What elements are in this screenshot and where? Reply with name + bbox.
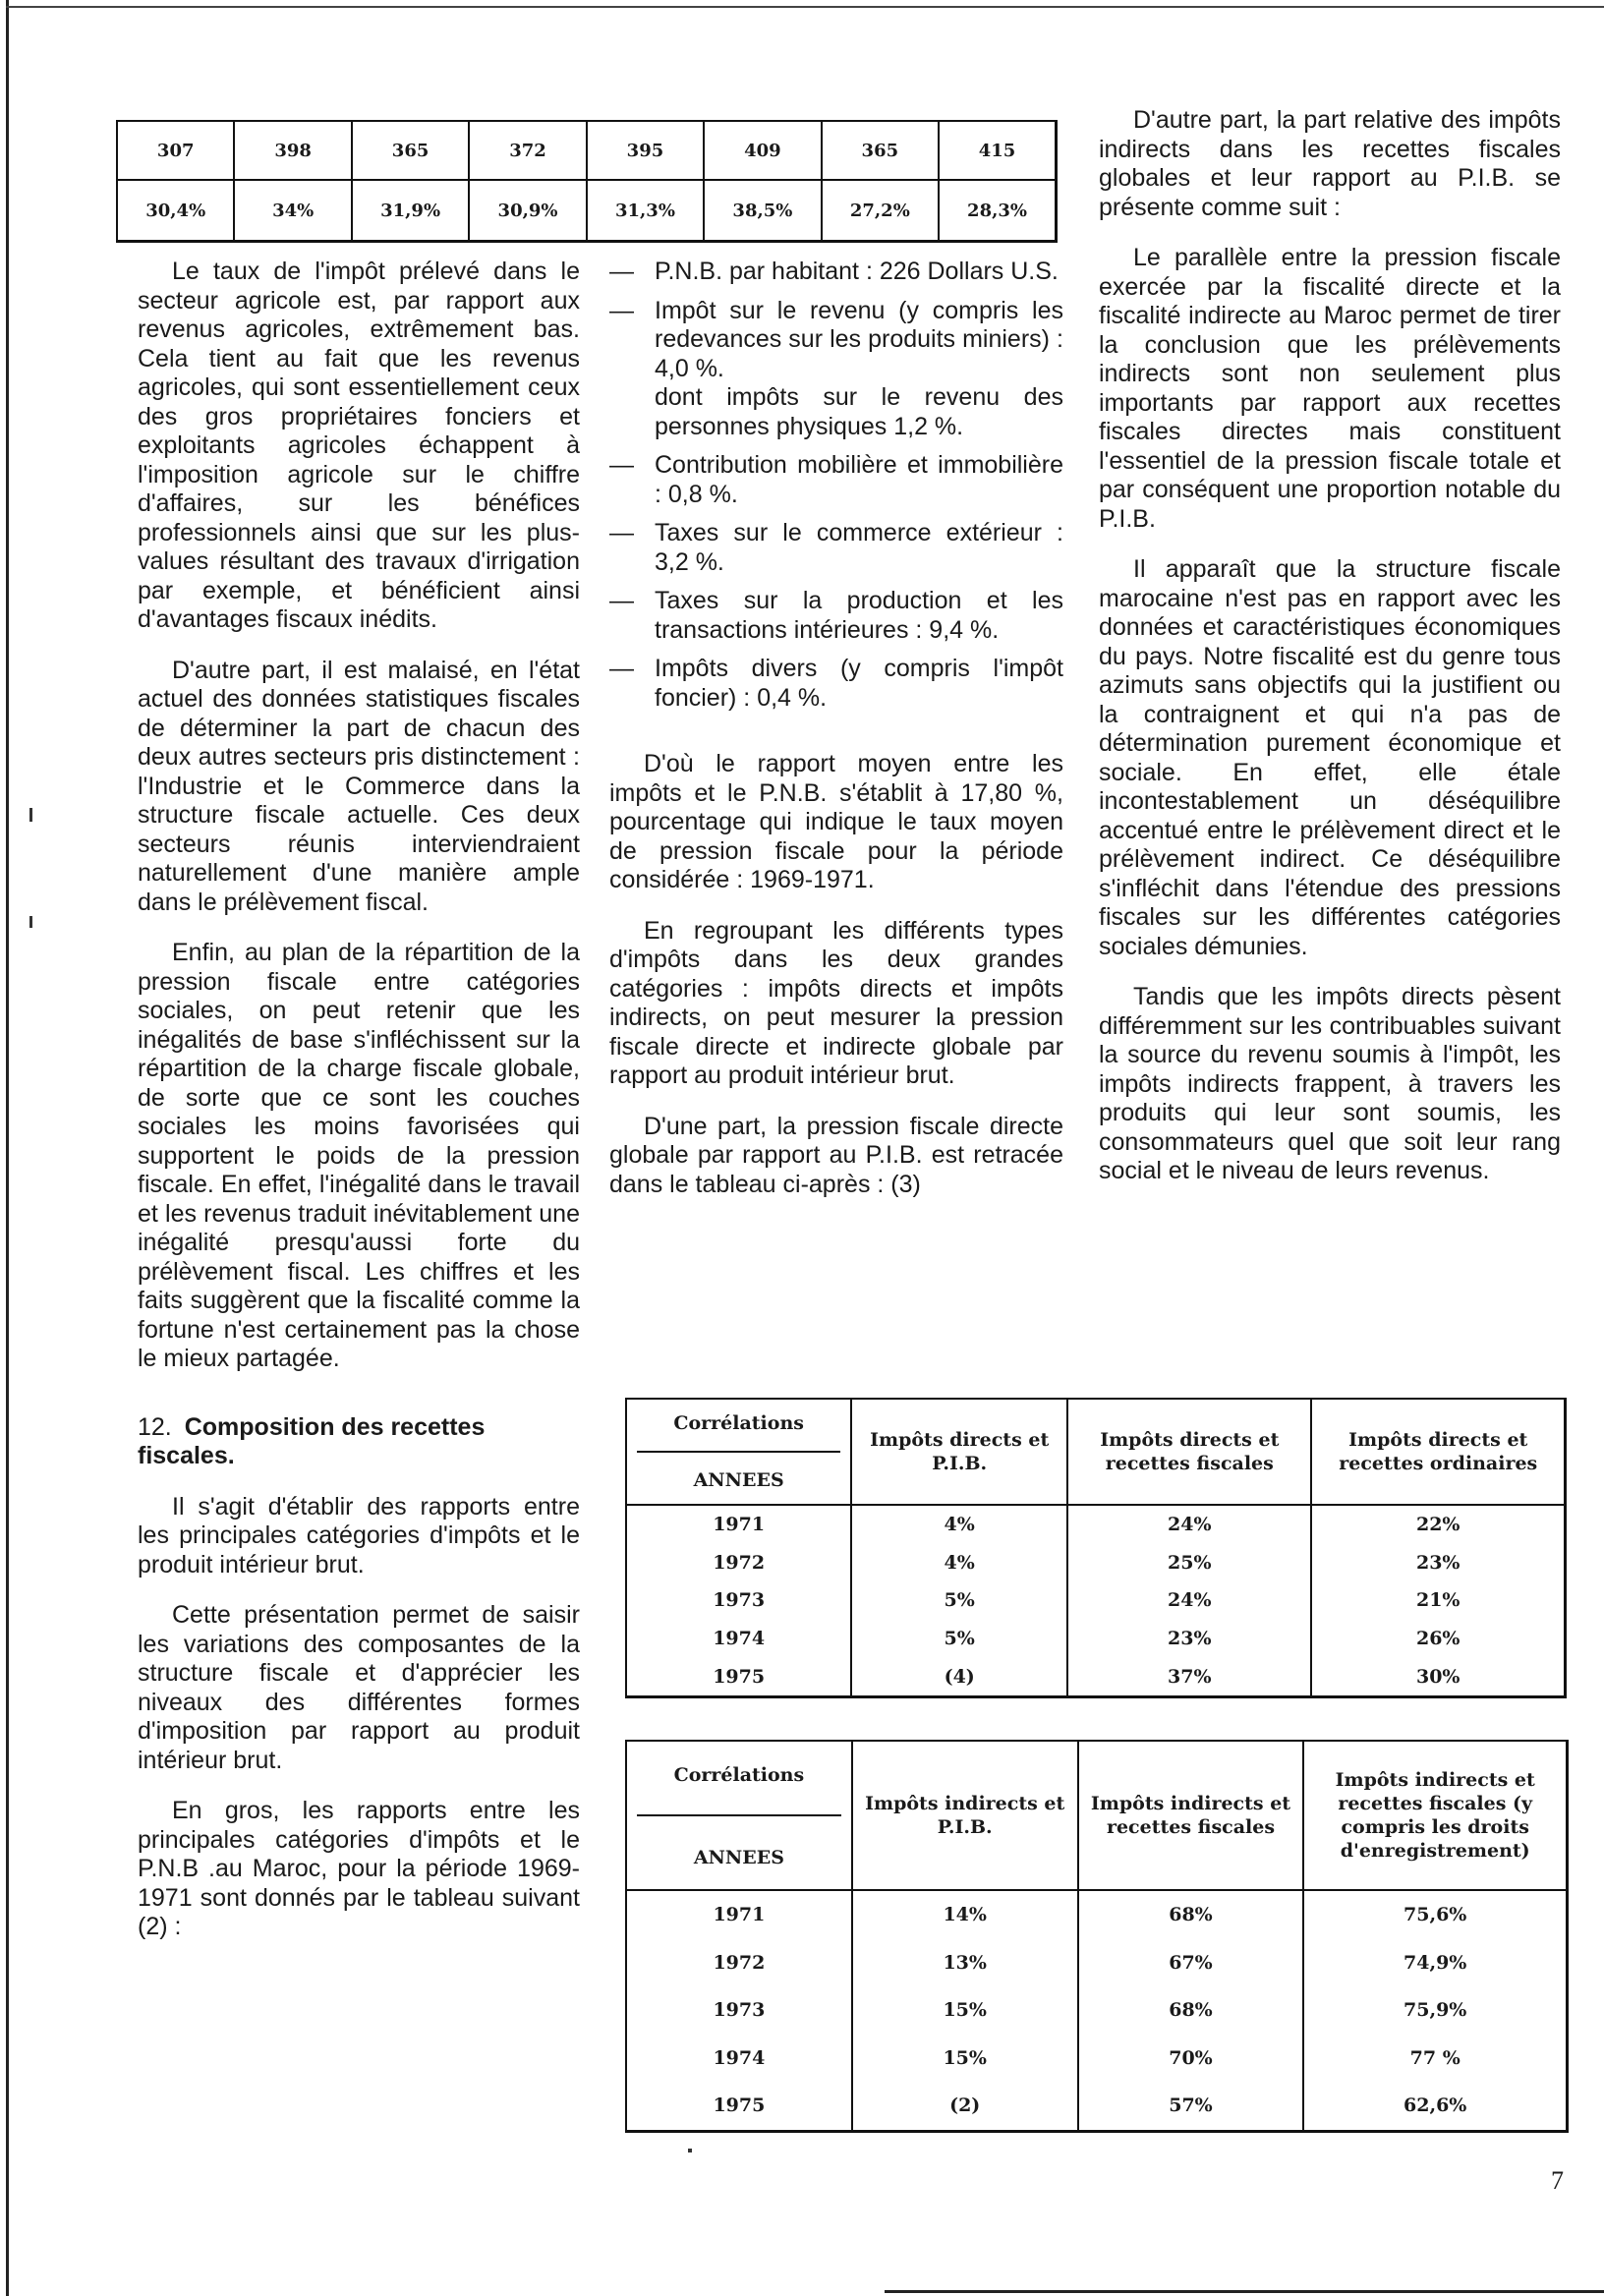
table-cell: 62,6%: [1303, 2082, 1567, 2132]
table-cell: 409: [704, 121, 821, 180]
year-cell: 1974: [713, 1627, 766, 1649]
table-row: [626, 1544, 1566, 1582]
table-cell: 75,9%: [1303, 1986, 1567, 2034]
table-cell: 74,9%: [1303, 1939, 1567, 1986]
list-item: [609, 519, 1063, 577]
corner-header: [626, 1399, 851, 1505]
year-cell: 1972: [713, 1951, 766, 1974]
paragraph: En gros, les rapports entre les principales catégories d'impôts et le P.N.B .au Maroc, pour la période 1969-1971 sont donnés par le tableau suivant (2) :: [138, 1797, 580, 1940]
column-middle: [609, 258, 1063, 1221]
table-cell: 365: [352, 121, 469, 180]
table-cell: 30,9%: [469, 180, 586, 242]
paragraph: D'autre part, il est malaisé, en l'état actuel des données statistiques fiscales de déterminer la part de chacun des deux autres secteurs pris distinctement : l'Industrie et le Commerce dans la structure fiscale actuelle. Ces deux secteurs réunis interviendraient naturellement d'une manière ample dans le prélèvement fiscal.: [138, 656, 580, 916]
list-item-text: Taxes sur la production et les transactions intérieures : 9,4 %.: [655, 587, 1063, 644]
list-item-text: Contribution mobilière et immobilière : 0,8 %.: [655, 451, 1063, 508]
page-number: 7: [1551, 2166, 1564, 2195]
table-cell: 5%: [851, 1620, 1067, 1658]
paragraph: Il apparaît que la structure fiscale marocaine n'est pas en rapport avec les données et caractéristiques économiques du pays. Notre fiscalité est du genre tous azimuts sans objectifs qui la justifient ou la contraignent et qui n'a pas de détermination purement économique et sociale. En effet, elle étale incontestablement un déséquilibre accentué entre le prélèvement direct et le prélèvement indirect. Ce déséquilibre s'infléchit dans l'étendue des pressions fiscales sur les différentes catégories sociales démunies.: [1099, 555, 1561, 960]
column-right: [1099, 106, 1561, 1208]
table-cell: 398: [234, 121, 351, 180]
table-cell: 31,9%: [352, 180, 469, 242]
table-cell: 70%: [1078, 2035, 1304, 2082]
section-number: 12.: [138, 1412, 172, 1441]
list-item-text: Impôts divers (y compris l'impôt foncier) : 0,4 %.: [655, 655, 1063, 712]
table-cell: 5%: [851, 1581, 1067, 1620]
table-cell: 68%: [1078, 1986, 1304, 2034]
table-row: [626, 1581, 1566, 1620]
table-row: [117, 121, 1057, 180]
paragraph: Il s'agit d'établir des rapports entre les principales catégories d'impôts et le produit intérieur brut.: [138, 1492, 580, 1578]
scan-mark: [29, 916, 32, 928]
table-cell: 30,4%: [117, 180, 234, 242]
table-cell: 68%: [1078, 1890, 1304, 1939]
list-item-subtext: dont impôts sur le revenu des personnes physiques 1,2 %.: [655, 383, 1063, 440]
page-border-left: [6, 0, 9, 2296]
table-row: [117, 180, 1057, 242]
year-cell: 1971: [713, 1514, 766, 1536]
list-item: [609, 451, 1063, 509]
table-cell: 21%: [1311, 1581, 1565, 1620]
paragraph: D'une part, la pression fiscale directe globale par rapport au P.I.B. est retracée dans le tableau ci-après : (3): [609, 1112, 1063, 1198]
table-row: [626, 1986, 1568, 2034]
paragraph: En regroupant les différents types d'impôts dans les deux grandes catégories : impôts directs et impôts indirects, on peut mesurer la pression fiscale directe et indirecte globale par rapport au produit intérieur brut.: [609, 916, 1063, 1089]
column-header: Impôts directs et P.I.B.: [851, 1399, 1067, 1505]
table-cell: 14%: [852, 1890, 1078, 1939]
table-cell: 365: [822, 121, 939, 180]
paragraph: D'autre part, la part relative des impôts indirects dans les recettes fiscales globales et leur rapport au P.I.B. se présente comme suit :: [1099, 106, 1561, 221]
paragraph: Tandis que les impôts directs pèsent différemment sur les contribuables suivant la source du revenu soumis à l'impôt, les impôts indirects frappent, à travers les produits qui leur sont soumis, les consommateurs quel que soit leur rang social et le niveau de leurs revenus.: [1099, 983, 1561, 1184]
table-cell: 23%: [1067, 1620, 1311, 1658]
list-item-text: P.N.B. par habitant : 226 Dollars U.S.: [655, 258, 1059, 285]
tax-list: [609, 258, 1063, 713]
table-cell: 372: [469, 121, 586, 180]
table-header-row: [626, 1741, 1568, 1890]
year-cell: 1974: [713, 2046, 766, 2069]
section-title: Composition des recettes fiscales.: [138, 1412, 486, 1469]
table-cell: 13%: [852, 1939, 1078, 1986]
table-cell: 37%: [1067, 1657, 1311, 1696]
table-cell: 24%: [1067, 1505, 1311, 1544]
page-bottom-rule: [885, 2290, 1604, 2293]
table-cell: 28,3%: [939, 180, 1056, 242]
table-cell: 31,3%: [587, 180, 704, 242]
table-header-row: [626, 1399, 1566, 1505]
paragraph: D'où le rapport moyen entre les impôts et le P.N.B. s'établit à 17,80 %, pourcentage qui indique le taux moyen de pression fiscale pour la période considérée : 1969-1971.: [609, 750, 1063, 893]
table-cell: 395: [587, 121, 704, 180]
table-cell: 15%: [852, 1986, 1078, 2034]
section-heading: [138, 1413, 580, 1471]
year-cell: 1975: [713, 2095, 766, 2117]
column-header: Impôts directs et recettes ordinaires: [1311, 1399, 1565, 1505]
corner-header-top: Corrélations: [637, 1742, 841, 1816]
table-cell: 22%: [1311, 1505, 1565, 1544]
table-cell: 15%: [852, 2035, 1078, 2082]
list-item-text: Impôt sur le revenu (y compris les redevances sur les produits miniers) : 4,0 %.: [655, 296, 1063, 382]
table-cell: 25%: [1067, 1544, 1311, 1582]
list-item: [609, 297, 1063, 442]
list-item: [609, 258, 1063, 287]
paragraph: Enfin, au plan de la répartition de la pression fiscale entre catégories sociales, on peut retenir que les inégalités de base s'infléchissent sur la répartition de la charge fiscale globale, de sorte que ce sont les couches sociales les moins favorisées qui supportent le poids de la pression fiscale. En effet, l'inégalité dans le travail et les revenus traduit inévitablement une inégalité presqu'aussi forte du prélèvement fiscal. Les chiffres et les faits suggèrent que la fiscalité comme la fortune n'est certainement pas la chose le mieux partagée.: [138, 939, 580, 1372]
table-row: [626, 1657, 1566, 1696]
scan-mark: [688, 2149, 692, 2152]
column-header: Impôts directs et recettes fiscales: [1067, 1399, 1311, 1505]
table-cell: 30%: [1311, 1657, 1565, 1696]
corner-header: [626, 1741, 852, 1890]
table-row: [626, 1620, 1566, 1658]
list-item-text: Taxes sur le commerce extérieur : 3,2 %.: [655, 519, 1063, 576]
year-cell: 1975: [713, 1665, 766, 1688]
column-header: Impôts indirects et recettes fiscales: [1078, 1741, 1304, 1890]
corner-header-bottom: ANNEES: [693, 1847, 784, 1868]
table-cell: 34%: [234, 180, 351, 242]
table-cell: 4%: [851, 1544, 1067, 1582]
table-cell: 57%: [1078, 2082, 1304, 2132]
list-item: [609, 587, 1063, 645]
year-cell: 1973: [713, 1999, 766, 2022]
paragraph: Cette présentation permet de saisir les variations des composantes de la structure fiscale et d'apprécier les niveaux des différentes formes d'imposition par rapport au produit intérieur brut.: [138, 1601, 580, 1774]
direct-taxes-table: [625, 1398, 1567, 1698]
table-cell: 307: [117, 121, 234, 180]
paragraph: Le taux de l'impôt prélevé dans le secteur agricole est, par rapport aux revenus agricoles, extrêmement bas. Cela tient au fait que les revenus agricoles, qui sont essentiellement ceux des gros propriétaires fonciers et exploitants agricoles échappent à l'imposition agricole sur le chiffre d'affaires, sur les bénéfices professionnels ainsi que sur les plus-values résultant des travaux d'irrigation par exemple, et bénéficient ainsi d'avantages fiscaux inédits.: [138, 258, 580, 633]
column-header: Impôts indirects et P.I.B.: [852, 1741, 1078, 1890]
table-cell: 4%: [851, 1505, 1067, 1544]
table-row: [626, 2082, 1568, 2132]
table-cell: 77 %: [1303, 2035, 1567, 2082]
table-cell: 27,2%: [822, 180, 939, 242]
paragraph: Le parallèle entre la pression fiscale exercée par la fiscalité directe et la fiscalité indirecte au Maroc permet de tirer la conclusion que les prélèvements indirects sont non seulement plus importants par rapport aux recettes fiscales directes mais constituent l'essentiel de la pression fiscale totale et par conséquent une proportion notable du P.I.B.: [1099, 244, 1561, 533]
table-cell: 23%: [1311, 1544, 1565, 1582]
scan-mark: [29, 808, 32, 822]
indirect-taxes-table: [625, 1740, 1569, 2133]
year-cell: 1973: [713, 1589, 766, 1612]
top-figures-table: [116, 120, 1058, 243]
column-header: Impôts indirects et recettes fiscales (y compris les droits d'enregistrement): [1303, 1741, 1567, 1890]
table-cell: 75,6%: [1303, 1890, 1567, 1939]
table-cell: 38,5%: [704, 180, 821, 242]
page-border-top: [6, 6, 1604, 8]
column-left: [138, 258, 580, 1964]
table-cell: 26%: [1311, 1620, 1565, 1658]
table-row: [626, 1939, 1568, 1986]
table-row: [626, 1505, 1566, 1544]
corner-header-bottom: ANNEES: [693, 1469, 784, 1491]
list-item: [609, 655, 1063, 713]
table-cell: 24%: [1067, 1581, 1311, 1620]
corner-header-top: Corrélations: [637, 1400, 840, 1453]
table-cell: 415: [939, 121, 1056, 180]
table-cell: 67%: [1078, 1939, 1304, 1986]
table-cell: (2): [852, 2082, 1078, 2132]
year-cell: 1971: [713, 1904, 766, 1926]
table-row: [626, 2035, 1568, 2082]
table-row: [626, 1890, 1568, 1939]
year-cell: 1972: [713, 1551, 766, 1574]
table-cell: (4): [851, 1657, 1067, 1696]
